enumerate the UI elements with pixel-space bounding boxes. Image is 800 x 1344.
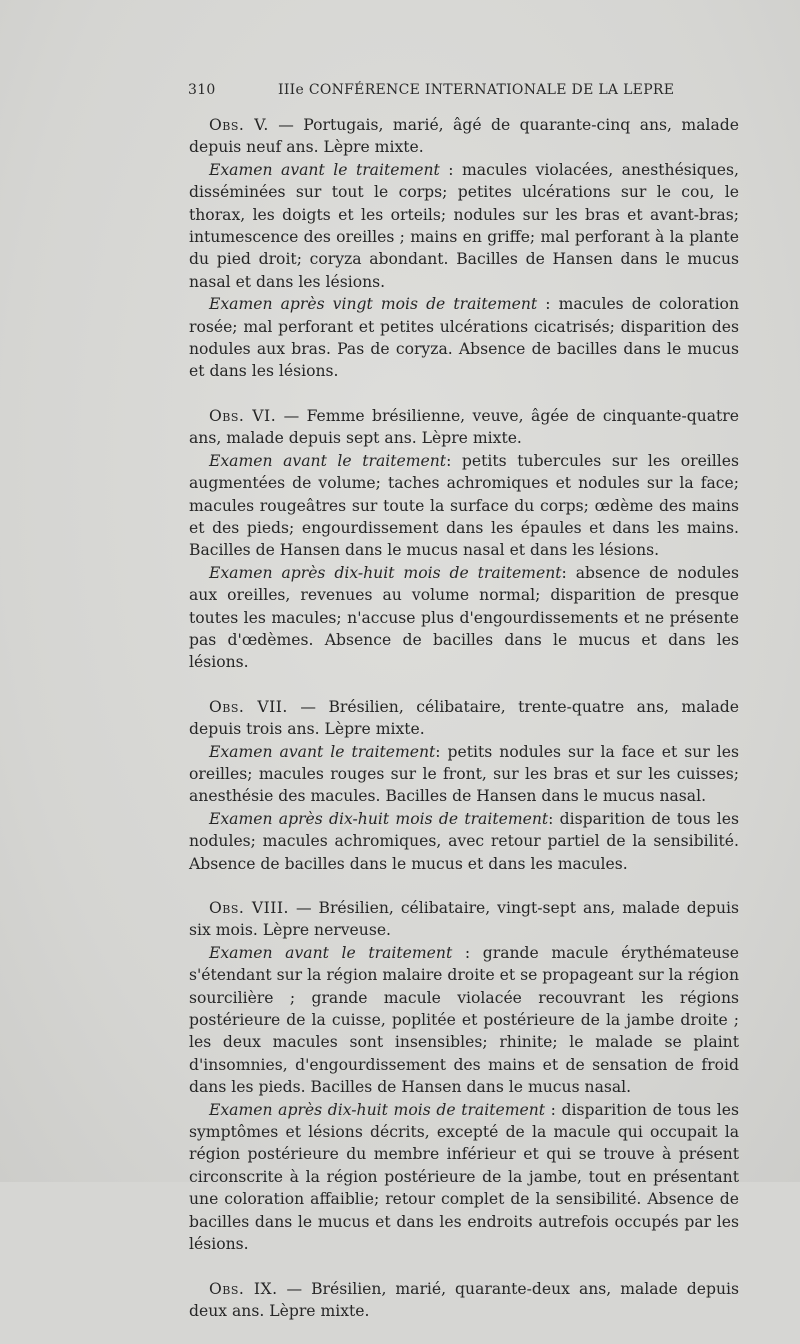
exam-after-text: : macules de coloration rosée; mal perforant et petites ulcérations cicatrisés; disparition des nodules aux bras. Pas de coryza. Absence de bacilles dans le mucus et dans les lésions.	[189, 295, 739, 381]
observation-8	[189, 897, 739, 1256]
exam-before-label: Examen avant le traitement	[209, 742, 436, 761]
observation-intro-text: — Brésilien, célibataire, vingt-sept ans, malade depuis six mois. Lèpre nerveuse.	[189, 899, 739, 940]
observation-label: Obs. VI.	[209, 406, 277, 425]
exam-after	[189, 808, 739, 875]
exam-before-label: Examen avant le traitement	[209, 160, 440, 179]
exam-before	[189, 159, 739, 293]
exam-after-text: : disparition de tous les symptômes et lésions décrits, excepté de la macule qui occupait la région postérieure du membre inférieur et qui se trouve à présent circonscrite à la région postérieure de la jambe, tout en présentant une coloration affaiblie; retour complet de la sensibilité. Absence de bacilles dans le mucus et dans les endroits autrefois occupés par les lésions.	[189, 1100, 739, 1254]
exam-after	[189, 562, 739, 674]
observation-label: Obs. IX.	[209, 1279, 278, 1298]
page-body	[189, 114, 739, 1344]
exam-before-text: : macules violacées, anesthésiques, disséminées sur tout le corps; petites ulcérations sur le cou, le thorax, les doigts et les orteils; nodules sur les bras et avant-bras; intumescence des oreilles ; mains en griffe; mal perforant à la plante du pied droit; coryza abondant. Bacilles de Hansen dans le mucus nasal et dans les lésions.	[189, 160, 739, 291]
observation-5	[189, 114, 739, 383]
exam-after-label: Examen après vingt mois de traitement	[209, 295, 538, 314]
exam-before-label: Examen avant le traitement	[209, 451, 447, 470]
exam-before	[189, 942, 739, 1099]
page-number: 310	[188, 82, 216, 98]
exam-before-label: Examen avant le traitement	[209, 943, 453, 962]
exam-after-text: : disparition de tous les nodules; macules achromiques, avec retour partiel de la sensibilité. Absence de bacilles dans le mucus et dans les macules.	[189, 809, 740, 873]
observation-intro	[189, 114, 739, 159]
exam-before-text: : petits tubercules sur les oreilles augmentées de volume; taches achromiques et nodules sur la face; macules rougeâtres sur toute la surface du corps; œdème des mains et des pieds; engourdissement dans les épaules et dans les mains. Bacilles de Hansen dans le mucus nasal et dans les lésions.	[189, 451, 739, 560]
observation-6	[189, 405, 739, 674]
observation-intro-text: — Femme brésilienne, veuve, âgée de cinquante-quatre ans, malade depuis sept ans. Lèpre mixte.	[189, 406, 739, 448]
observation-intro-text: — Portugais, marié, âgé de quarante-cinq ans, malade depuis neuf ans. Lèpre mixte.	[189, 116, 740, 157]
exam-after	[189, 1099, 739, 1256]
exam-before	[189, 741, 739, 808]
exam-before	[189, 450, 739, 562]
exam-after-text: : absence de nodules aux oreilles, revenues au volume normal; disparition de presque toutes les macules; n'accuse plus d'engourdissements et ne présente pas d'œdèmes. Absence de bacilles dans le mucus et dans les lésions.	[189, 563, 739, 672]
exam-before-text: : grande macule érythémateuse s'étendant sur la région malaire droite et se propageant sur la région sourcilière ; grande macule violacée recouvrant les régions postérieure de la cuisse, poplitée et postérieure de la jambe droite ; les deux macules sont insensibles; rhinite; le malade se plaint d'insomnies, d'engourdissement des mains et de sensation de froid dans les pieds. Bacilles de Hansen dans le mucus nasal.	[189, 943, 739, 1097]
running-title: IIIe CONFÉRENCE INTERNATIONALE DE LA LEPRE	[278, 82, 675, 98]
exam-after	[189, 293, 739, 383]
observation-intro-text: — Brésilien, célibataire, trente-quatre ans, malade depuis trois ans. Lèpre mixte.	[189, 697, 740, 739]
exam-after-label: Examen après dix-huit mois de traitement	[209, 563, 562, 582]
observation-intro	[189, 897, 739, 942]
observation-intro-text: — Brésilien, marié, quarante-deux ans, malade depuis deux ans. Lèpre mixte.	[189, 1279, 739, 1320]
running-header	[188, 82, 675, 104]
observation-7	[189, 696, 739, 875]
observation-intro	[189, 696, 739, 741]
observation-intro	[189, 1278, 739, 1323]
exam-after-label: Examen après dix-huit mois de traitement	[209, 809, 549, 828]
observation-label: Obs. VIII.	[209, 899, 290, 917]
exam-after-label: Examen après dix-huit mois de traitement	[209, 1100, 546, 1119]
observation-intro	[189, 405, 739, 450]
exam-before-text: : petits nodules sur la face et sur les oreilles; macules rouges sur le front, sur les bras et sur les cuisses; anesthésie des macules. Bacilles de Hansen dans le mucus nasal.	[189, 742, 740, 806]
observation-label: Obs. V.	[209, 116, 269, 134]
observation-label: Obs. VII.	[209, 697, 288, 716]
observation-9	[189, 1278, 739, 1323]
